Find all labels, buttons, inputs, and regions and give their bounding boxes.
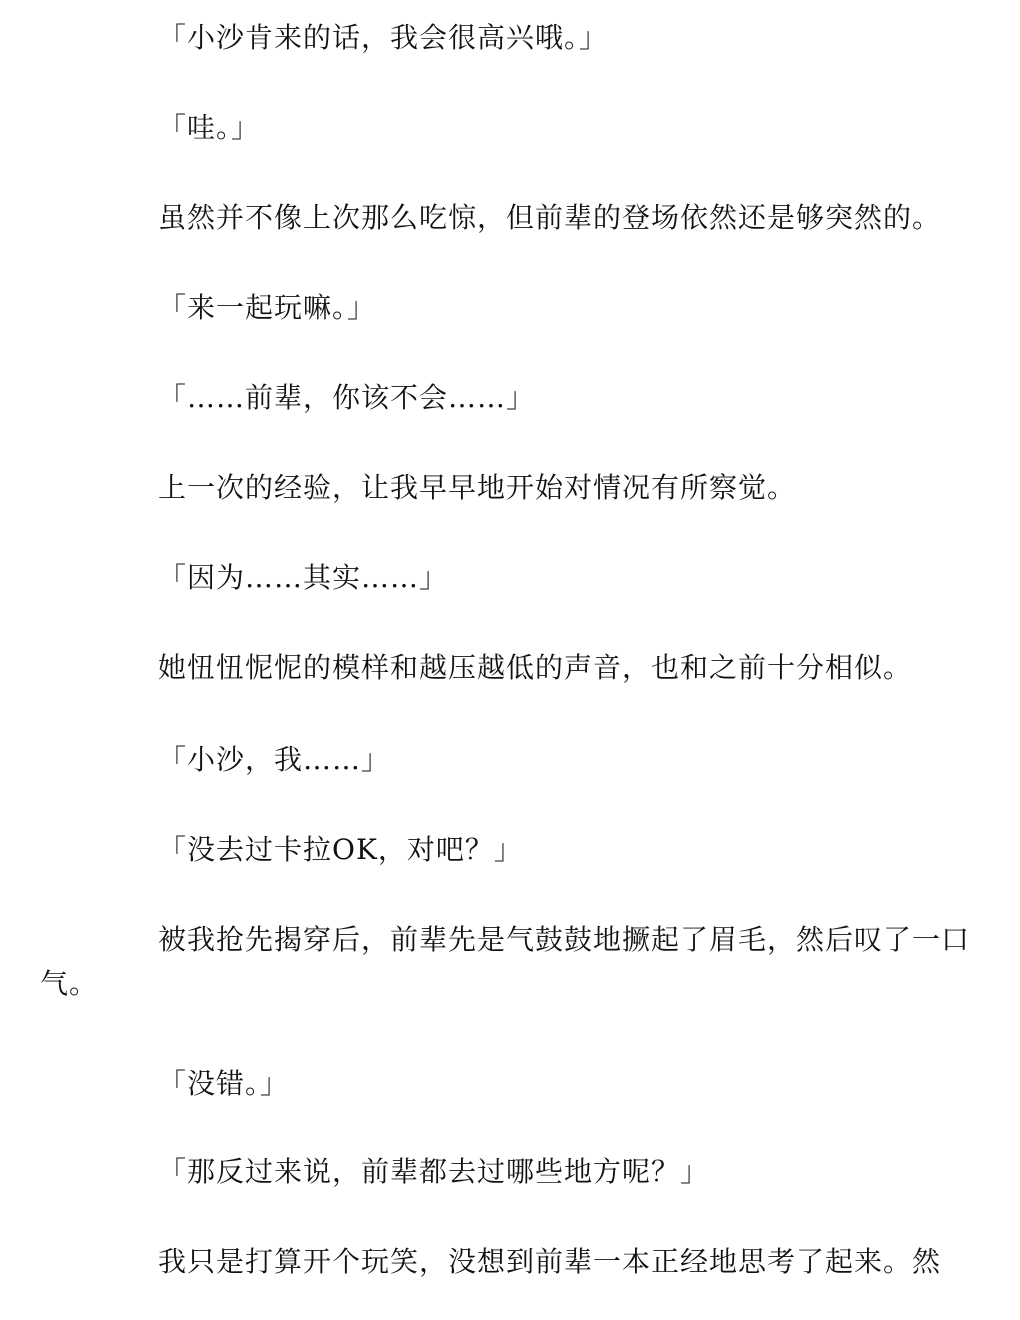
text-line: 「来一起玩嘛。」 (158, 291, 377, 324)
paragraph (0, 556, 1020, 600)
paragraph (0, 1240, 1020, 1284)
paragraph (0, 106, 1020, 150)
text-line: 「小沙肯来的话，我会很高兴哦。」 (158, 21, 609, 54)
text-line: 我只是打算开个玩笑，没想到前辈一本正经地思考了起来。然 (158, 1245, 942, 1278)
paragraph (0, 1062, 1020, 1106)
paragraph (0, 286, 1020, 330)
text-line: 「那反过来说，前辈都去过哪些地方呢？」 (158, 1155, 710, 1188)
text-line: 「……前辈，你该不会……」 (158, 381, 536, 414)
text-line: 「小沙，我……」 (158, 743, 391, 776)
paragraph (0, 1150, 1020, 1194)
text-line: 「哇。」 (158, 111, 261, 144)
text-line: 气。 (40, 967, 99, 1000)
text-line: 被我抢先揭穿后，前辈先是气鼓鼓地撅起了眉毛，然后叹了一口 (158, 923, 971, 956)
paragraph (0, 646, 1020, 690)
text-line: 上一次的经验，让我早早地开始对情况有所察觉。 (158, 471, 797, 504)
paragraph (0, 196, 1020, 240)
paragraph (0, 738, 1020, 782)
paragraph (0, 466, 1020, 510)
paragraph (0, 16, 1020, 60)
text-line: 她忸忸怩怩的模样和越压越低的声音，也和之前十分相似。 (158, 651, 913, 684)
paragraph (0, 376, 1020, 420)
paragraph (0, 918, 1020, 1006)
paragraph (0, 828, 1020, 872)
text-line: 「没错。」 (158, 1067, 290, 1100)
text-line: 「没去过卡拉OK，对吧？」 (158, 833, 523, 866)
text-line: 「因为……其实……」 (158, 561, 449, 594)
text-line: 虽然并不像上次那么吃惊，但前辈的登场依然还是够突然的。 (158, 201, 942, 234)
